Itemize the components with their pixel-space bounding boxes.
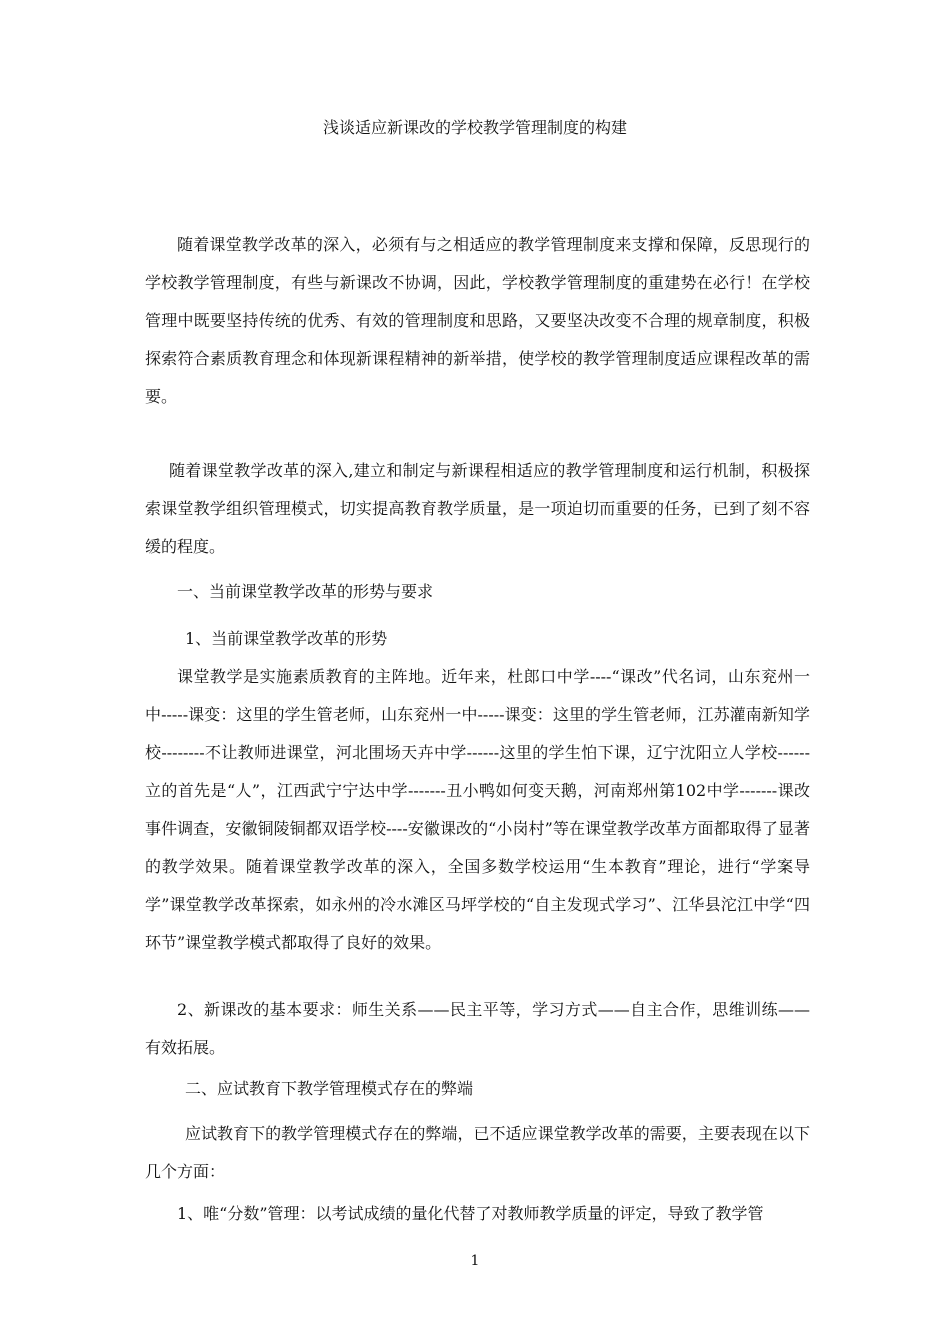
subsection-heading-1: 1、当前课堂教学改革的形势	[185, 629, 388, 648]
section-heading-2: 二、应试教育下教学管理模式存在的弊端	[185, 1079, 474, 1098]
body-paragraph-reform: 课堂教学是实施素质教育的主阵地。近年来，杜郎口中学----“课改”代名词，山东兖州一中-----课变：这里的学生管老师，山东兖州一中-----课变：这里的学生管老师，江苏灌南新知学校--------不让教师进课堂，河北围场天卉中学------这里的学生怕下课，辽宁沈阳立人学校------立的首先是“人”，江西武宁宁达中学-------丑小鸭如何变天鹅，河南郑州第102中学-------课改事件调查，安徽铜陵铜都双语学校----安徽课改的“小岗村”等在课堂教学改革方面都取得了显著的教学效果。随着课堂教学改革的深入，全国多数学校运用“生本教育”理论，进行“学案导学”课堂教学改革探索，如永州的冷水滩区马坪学校的“自主发现式学习”、江华县沱江中学“四环节”课堂教学模式都取得了良好的效果。	[145, 667, 810, 952]
context-paragraph: 随着课堂教学改革的深入,建立和制定与新课程相适应的教学管理制度和运行机制，积极探索课堂教学组织管理模式，切实提高教育教学质量，是一项迫切而重要的任务，已到了刻不容缓的程度。	[145, 461, 810, 556]
body-paragraph-drawbacks: 应试教育下的教学管理模式存在的弊端，已不适应课堂教学改革的需要，主要表现在以下几个方面：	[145, 1124, 810, 1181]
intro-paragraph: 随着课堂教学改革的深入，必须有与之相适应的教学管理制度来支撑和保障，反思现行的学校教学管理制度，有些与新课改不协调，因此，学校教学管理制度的重建势在必行！在学校管理中既要坚持传统的优秀、有效的管理制度和思路，又要坚决改变不合理的规章制度，积极探索符合素质教育理念和体现新课程精神的新举措，使学校的教学管理制度适应课程改革的需要。	[145, 235, 810, 406]
page-number: 1	[470, 1253, 480, 1269]
body-paragraph-score-management: 1、唯“分数”管理：以考试成绩的量化代替了对教师教学质量的评定，导致了教学管	[177, 1204, 764, 1223]
section-heading-1: 一、当前课堂教学改革的形势与要求	[177, 582, 434, 601]
body-paragraph-requirements: 2、新课改的基本要求：师生关系——民主平等，学习方式——自主合作，思维训练——有效拓展。	[145, 1000, 810, 1057]
document-title: 浅谈适应新课改的学校教学管理制度的构建	[322, 118, 627, 137]
